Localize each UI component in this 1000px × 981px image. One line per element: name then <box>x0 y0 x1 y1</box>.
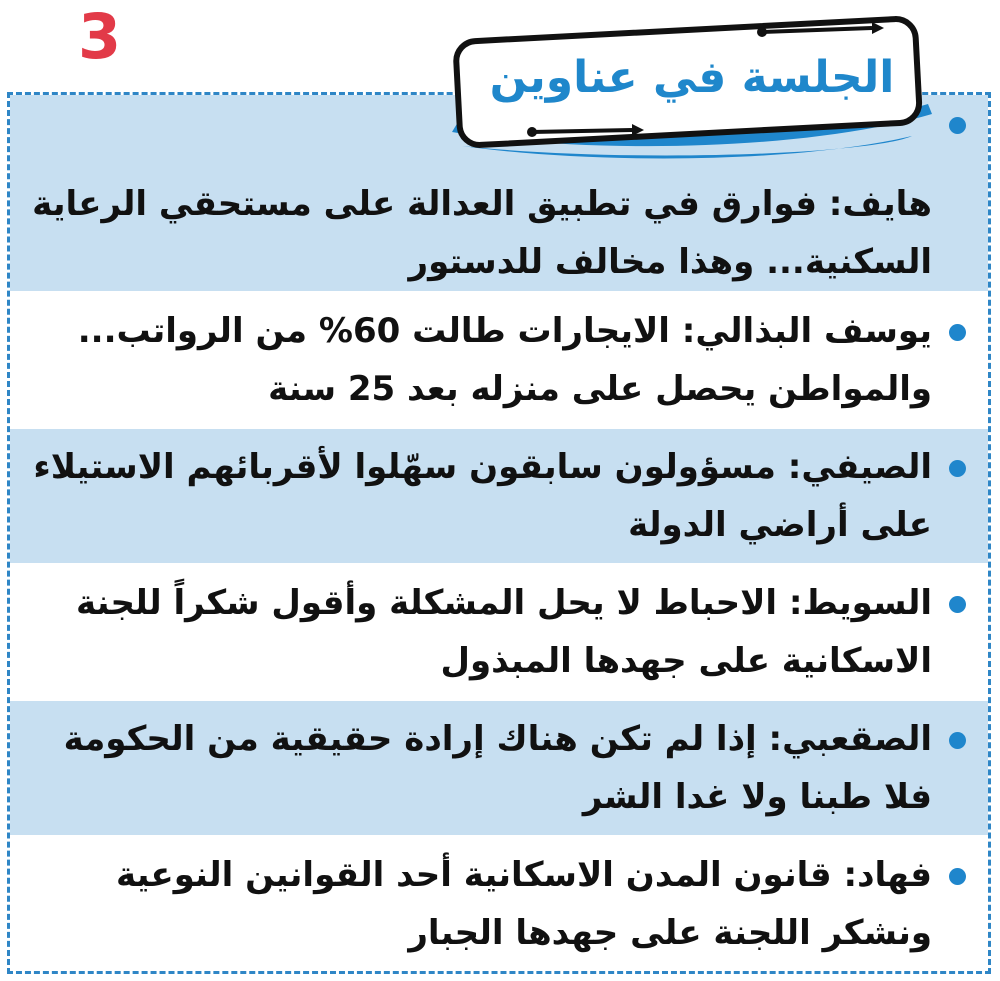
bullet-icon <box>949 732 966 749</box>
headline-text: فهاد: قانون المدن الاسكانية أحد القوانين النوعية ونشكر اللجنة على جهدها الجبار <box>116 855 932 953</box>
section-number: 3 <box>78 0 122 73</box>
headline-text: يوسف البذالي: الايجارات طالت 60% من الرواتب... والمواطن يحصل على منزله بعد 25 سنة <box>77 311 932 409</box>
bullet-icon <box>949 324 966 341</box>
headline-text: الصقعبي: إذا لم تكن هناك إرادة حقيقية من الحكومة فلا طبنا ولا غدا الشر <box>63 719 932 817</box>
bullet-icon <box>949 596 966 613</box>
list-item <box>10 699 988 835</box>
headline-text: هايف: فوارق في تطبيق العدالة على مستحقي الرعاية السكنية... وهذا مخالف للدستور <box>32 184 932 282</box>
headlines-list <box>10 95 988 971</box>
list-item <box>10 835 988 971</box>
bullet-icon <box>949 460 966 477</box>
heading-badge <box>432 14 944 162</box>
list-item <box>10 291 988 427</box>
bullet-icon <box>949 117 966 134</box>
list-item <box>10 563 988 699</box>
page-title: الجلسة في عناوين <box>489 52 895 103</box>
headline-text: السويط: الاحباط لا يحل المشكلة وأقول شكراً للجنة الاسكانية على جهدها المبذول <box>76 583 932 681</box>
headline-text: الصيفي: مسؤولون سابقون سهّلوا لأقربائهم الاستيلاء على أراضي الدولة <box>33 447 932 545</box>
list-item <box>10 427 988 563</box>
bullet-icon <box>949 868 966 885</box>
